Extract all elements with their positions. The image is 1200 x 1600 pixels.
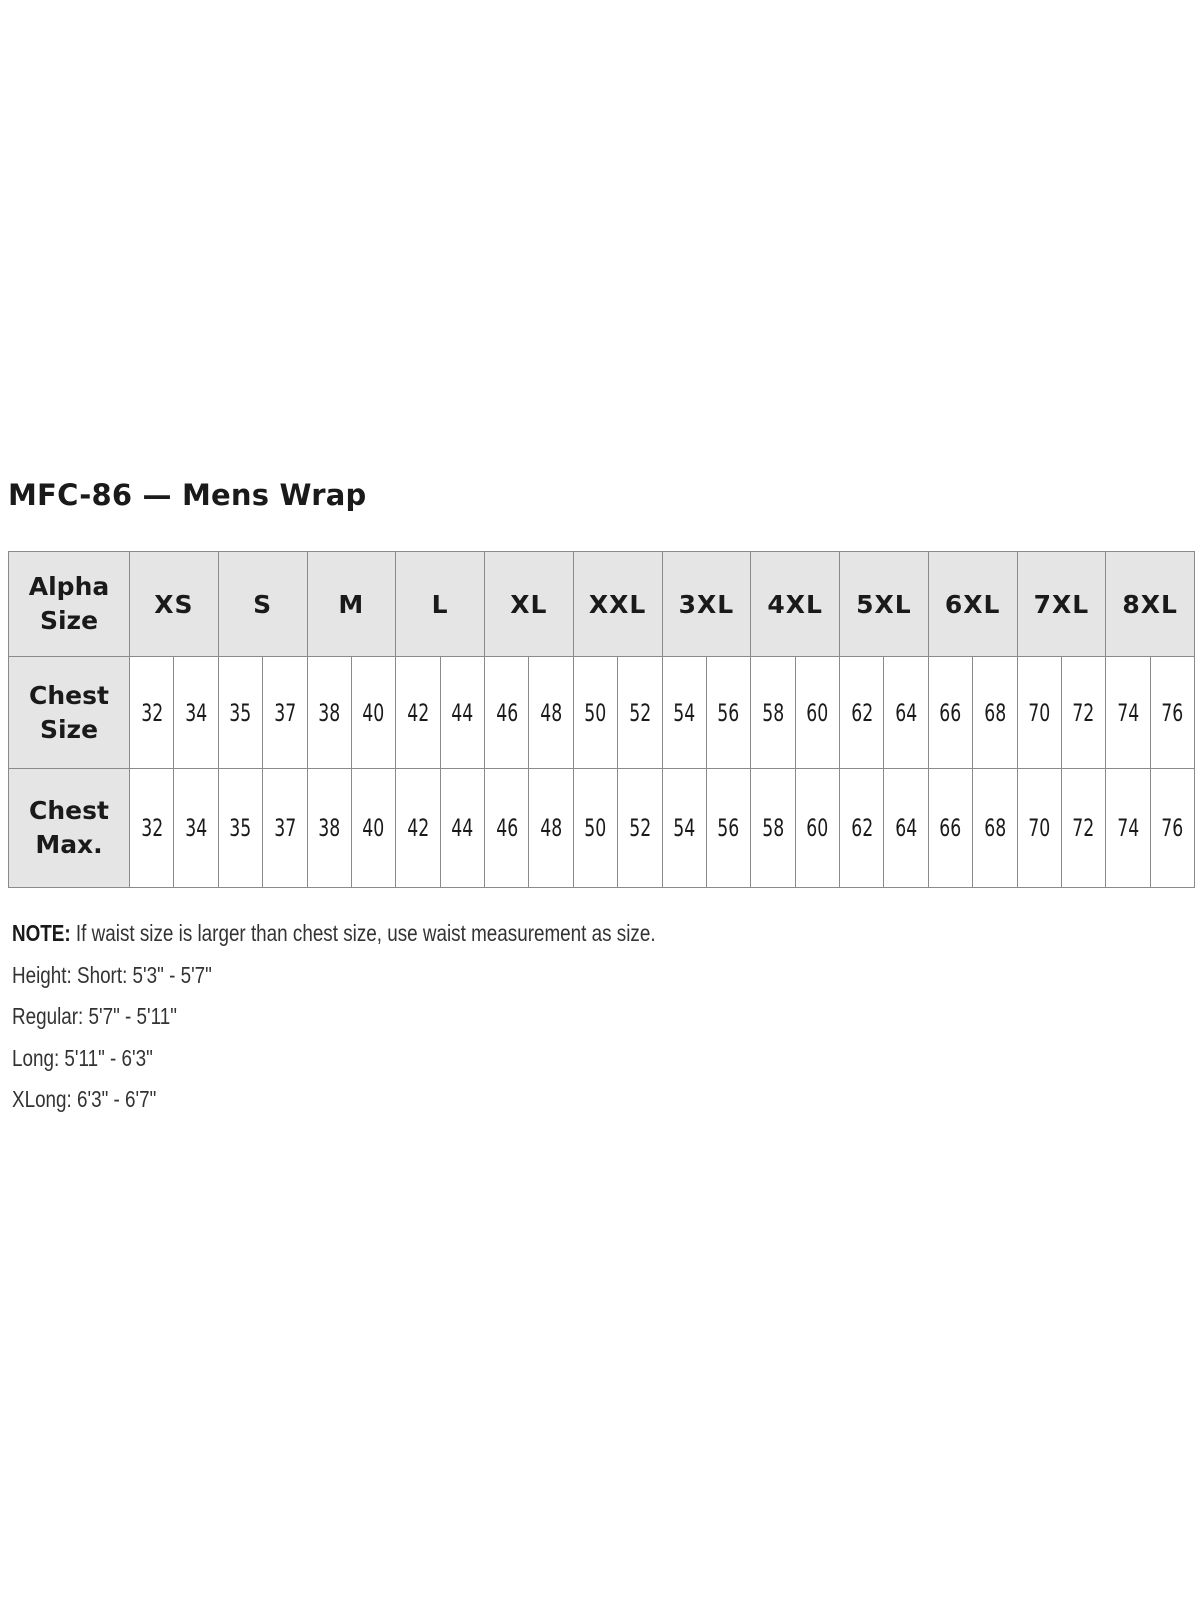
chest-size-cell: 48	[533, 657, 569, 769]
alpha-size-cell: L	[396, 552, 485, 657]
alpha-size-cell: 8XL	[1106, 552, 1195, 657]
chest-max-row	[9, 769, 1195, 888]
row-label-chest-max: Chest Max.	[9, 769, 130, 888]
alpha-size-cell: XXL	[573, 552, 662, 657]
chest-max-cell: 42	[400, 769, 436, 888]
chest-size-cell: 64	[888, 657, 924, 769]
chest-max-cell: 35	[223, 769, 259, 888]
chest-size-cell: 52	[622, 657, 658, 769]
note-line	[12, 918, 656, 960]
alpha-size-cell: 5XL	[840, 552, 929, 657]
chest-max-cell: 34	[178, 769, 214, 888]
chest-size-cell: 46	[489, 657, 525, 769]
height-xlong: XLong: 6'3" - 6'7"	[12, 1086, 157, 1112]
page-title: MFC-86 — Mens Wrap	[8, 478, 367, 512]
chest-size-cell: 72	[1066, 657, 1102, 769]
chest-size-cell: 42	[400, 657, 436, 769]
chest-max-cell: 38	[311, 769, 347, 888]
chest-size-cell: 62	[844, 657, 880, 769]
chest-max-cell: 64	[888, 769, 924, 888]
alpha-size-cell: S	[218, 552, 307, 657]
note-text: If waist size is larger than chest size, use waist measurement as size.	[70, 920, 656, 946]
chest-max-cell: 40	[356, 769, 392, 888]
chest-size-cell: 35	[223, 657, 259, 769]
chest-size-cell: 50	[578, 657, 614, 769]
chest-size-cell: 68	[977, 657, 1013, 769]
chest-max-cell: 37	[267, 769, 303, 888]
chest-max-cell: 48	[533, 769, 569, 888]
chest-size-cell: 37	[267, 657, 303, 769]
chest-max-cell: 72	[1066, 769, 1102, 888]
chest-size-cell: 58	[755, 657, 791, 769]
alpha-size-cell: XL	[485, 552, 574, 657]
chest-size-cell: 66	[933, 657, 969, 769]
chest-max-cell: 54	[666, 769, 702, 888]
height-regular: Regular: 5'7" - 5'11"	[12, 1003, 177, 1029]
chest-max-cell: 74	[1110, 769, 1146, 888]
note-label: NOTE:	[12, 920, 71, 946]
chest-max-cell: 32	[134, 769, 170, 888]
chest-size-cell: 76	[1155, 657, 1191, 769]
size-notes	[12, 918, 656, 1126]
chest-size-cell: 44	[445, 657, 481, 769]
chest-size-row	[9, 657, 1195, 769]
chest-size-cell: 56	[711, 657, 747, 769]
chest-max-cell: 60	[800, 769, 836, 888]
chest-max-cell: 66	[933, 769, 969, 888]
chest-max-cell: 56	[711, 769, 747, 888]
chest-size-cell: 32	[134, 657, 170, 769]
height-long: Long: 5'11" - 6'3"	[12, 1044, 153, 1071]
alpha-size-row	[9, 552, 1195, 657]
alpha-size-cell: 6XL	[928, 552, 1017, 657]
chest-size-cell: 60	[800, 657, 836, 769]
alpha-size-cell: 3XL	[662, 552, 751, 657]
height-short: Height: Short: 5'3" - 5'7"	[12, 961, 212, 988]
chest-max-cell: 70	[1021, 769, 1057, 888]
chest-max-cell: 52	[622, 769, 658, 888]
size-chart-table	[8, 551, 1195, 888]
alpha-size-cell: XS	[130, 552, 219, 657]
chest-size-cell: 70	[1021, 657, 1057, 769]
chest-max-cell: 76	[1155, 769, 1191, 888]
chest-size-cell: 40	[356, 657, 392, 769]
chest-size-cell: 54	[666, 657, 702, 769]
chest-size-cell: 34	[178, 657, 214, 769]
chest-size-cell: 74	[1110, 657, 1146, 769]
row-label-alpha-size: Alpha Size	[9, 552, 130, 657]
chest-max-cell: 58	[755, 769, 791, 888]
chest-max-cell: 46	[489, 769, 525, 888]
alpha-size-cell: M	[307, 552, 396, 657]
chest-max-cell: 62	[844, 769, 880, 888]
chest-size-cell: 38	[311, 657, 347, 769]
alpha-size-cell: 4XL	[751, 552, 840, 657]
chest-max-cell: 50	[578, 769, 614, 888]
chest-max-cell: 44	[445, 769, 481, 888]
chest-max-cell: 68	[977, 769, 1013, 888]
row-label-chest-size: Chest Size	[9, 657, 130, 769]
alpha-size-cell: 7XL	[1017, 552, 1106, 657]
